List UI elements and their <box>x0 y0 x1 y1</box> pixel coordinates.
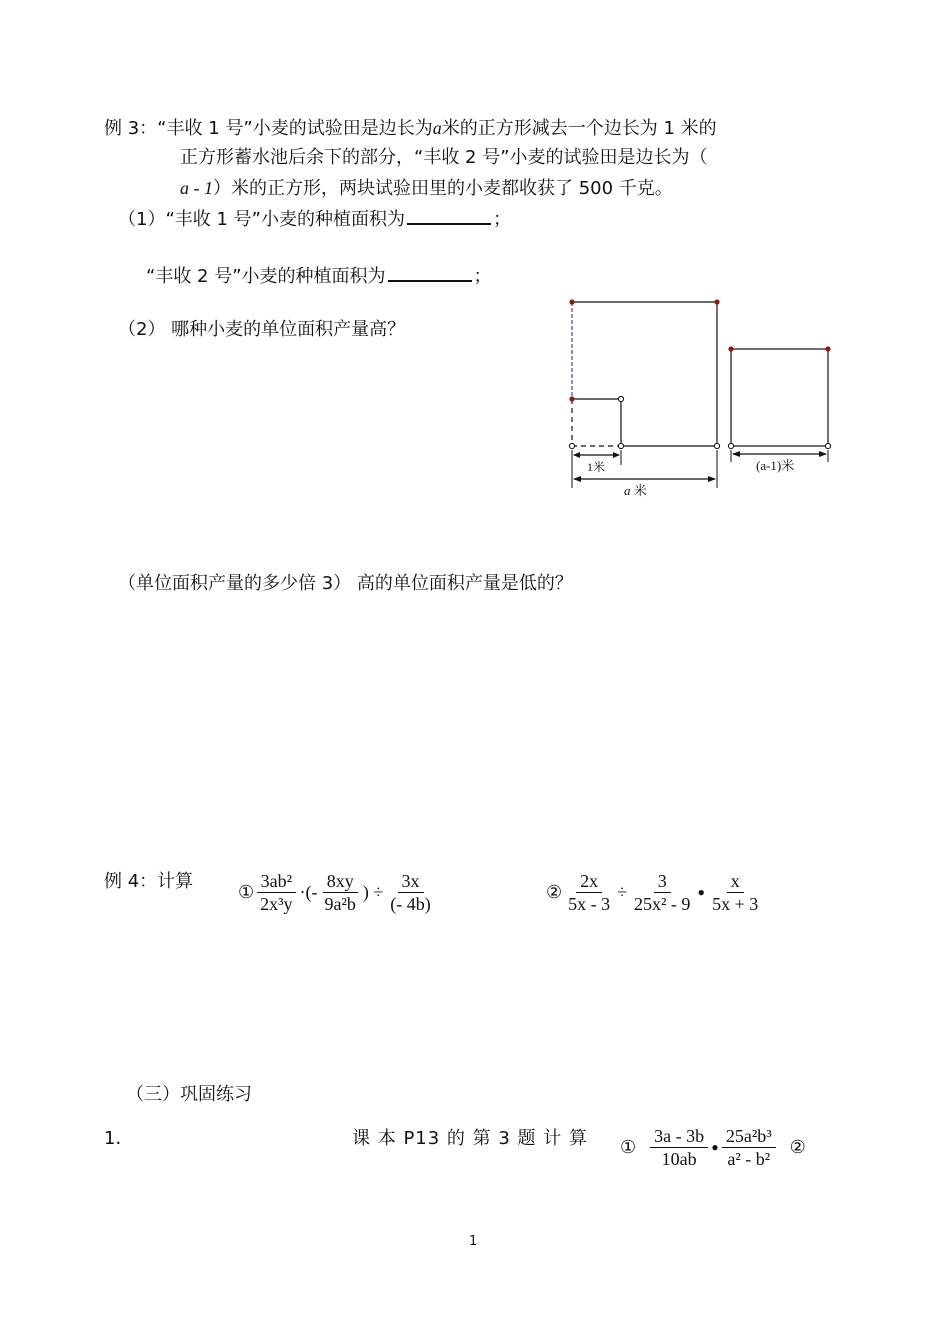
label-1m: 1米 <box>587 460 606 474</box>
practice-problem: ① $\frac{3a - 3b}{10ab}$ • $\frac{\text{25a²b³}}{\text{a² - b²}}$ ② <box>620 1126 806 1169</box>
question-3: （单位面积产量的多少倍 3） 高的单位面积产量是低的？ <box>118 573 573 594</box>
marker-1: ① <box>238 882 255 903</box>
fraction: $\frac{\text{3ab²}}{\text{2x³y}}$ <box>256 870 296 915</box>
label-a-minus-1: (a-1)米 <box>756 458 795 473</box>
label-a-m: a 米 <box>624 483 647 498</box>
answer-blank-1[interactable] <box>407 205 491 225</box>
example3-line2: 正方形蓄水池后余下的部分，“丰收 2 号”小麦的试验田是边长为（ <box>180 147 708 168</box>
example4-problem-2: ② $\frac{2x}{5x - 3}$ ÷ $\frac{3}{\text{25x² - 9}}$ • $\frac{x}{5x + 3}$ <box>546 870 762 915</box>
page-number: 1 <box>469 1234 478 1249</box>
practice-text: 课 本 P13 的 第 3 题 计 算 <box>352 1128 588 1149</box>
fraction: $\frac{3a - 3b}{10ab}$ <box>650 1125 708 1170</box>
example3-line3: a - 1）米的正方形，两块试验田里的小麦都收获了 500 千克。 <box>180 178 673 199</box>
example4-label: 例 4：计算 <box>104 871 194 892</box>
field-diagram <box>560 290 850 505</box>
fraction: $\frac{x}{5x + 3}$ <box>712 871 759 914</box>
example3-line1: 例 3：“丰收 1 号”小麦的试验田是边长为a米的正方形减去一个边长为 1 米的 <box>104 118 717 139</box>
fraction: $\frac{8xy}{\text{9a²b}}$ <box>324 871 356 914</box>
fraction: $\frac{3x}{(- 4b)}$ <box>390 871 431 914</box>
question-1b: “丰收 2 号”小麦的种植面积为 ； <box>146 262 492 289</box>
fraction: $\frac{3}{\text{25x² - 9}}$ <box>634 871 691 914</box>
question-1a: （1）“丰收 1 号”小麦的种植面积为 ； <box>118 205 511 232</box>
example4-problem-1: ① $\frac{\text{3ab²}}{\text{2x³y}}$ ·(- $\frac{8xy}{\text{9a²b}}$ ) ÷ $\frac{3x}{(- 4b)}$ <box>238 870 435 915</box>
marker-2: ② <box>546 882 563 903</box>
question-2: （2） 哪种小麦的单位面积产量高？ <box>118 319 406 340</box>
practice-item-number: 1． <box>104 1128 134 1149</box>
marker-1: ① <box>620 1137 637 1158</box>
fraction: $\frac{2x}{5x - 3}$ <box>568 871 611 914</box>
fraction: $\frac{\text{25a²b³}}{\text{a² - b²}}$ <box>722 1125 776 1170</box>
marker-2: ② <box>789 1137 806 1158</box>
practice-heading: （三）巩固练习 <box>126 1084 252 1105</box>
answer-blank-2[interactable] <box>388 262 472 282</box>
